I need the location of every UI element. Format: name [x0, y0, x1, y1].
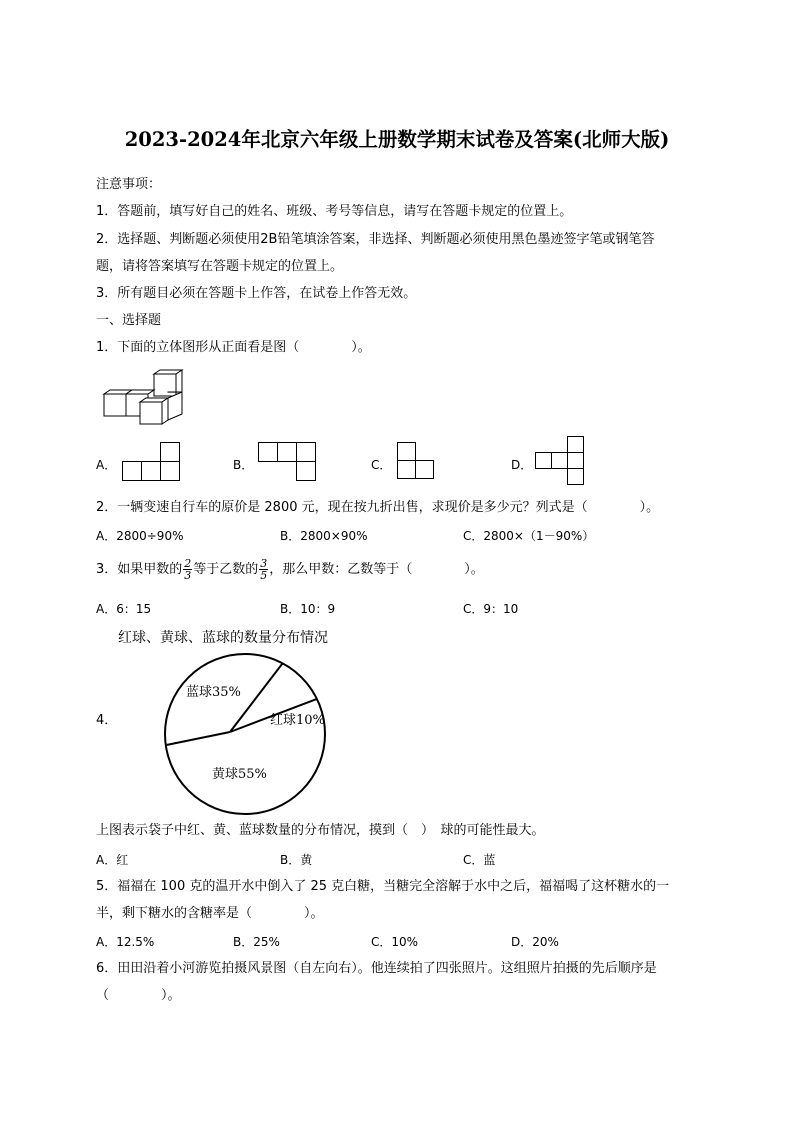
- q3-stem: [96, 556, 484, 584]
- q5-option-c: C．10%: [371, 935, 419, 949]
- q1-option-d-label: D．: [511, 458, 533, 472]
- q3-stem-part-c: ，那么甲数：乙数等于（ ）。: [269, 562, 484, 577]
- pie-slice-label: 蓝球35%: [186, 685, 241, 700]
- notice-item-2: 2．选择题、判断题必须使用2B铅笔填涂答案，非选择、判断题必须使用黑色墨迹签字笔或钢笔答: [96, 232, 655, 247]
- pie-chart: [150, 650, 340, 820]
- q6-line-2: （ ）。: [96, 988, 181, 1003]
- q3-option-b: B．10：9: [280, 602, 336, 616]
- q1-option-a-label: A．: [96, 458, 117, 472]
- q1-solid-figure: [100, 368, 200, 428]
- notice-item-1: 1．答题前，填写好自己的姓名、班级、考号等信息，请写在答题卡规定的位置上。: [96, 204, 573, 219]
- q2-option-b: B．2800×90%: [280, 529, 368, 543]
- q6-line-1: 6．田田沿着小河游览拍摄风景图（自左向右）。他连续拍了四张照片。这组照片拍摄的先后顺序是: [96, 961, 657, 976]
- q3-option-c: C．9：10: [463, 602, 519, 616]
- q5-line-2: 半，剩下糖水的含糖率是（ ）。: [96, 906, 324, 921]
- q1-option-c-label: C．: [371, 458, 392, 472]
- q4-option-a: A．红: [96, 853, 129, 867]
- q4-option-b: B．黄: [280, 853, 313, 867]
- q3-fraction-2: [259, 558, 268, 581]
- q1-option-a-figure: [122, 441, 182, 481]
- pie-slice-label: 黄球55%: [212, 767, 267, 782]
- q1-option-b-figure: [258, 441, 318, 481]
- q5-line-1: 5．福福在 100 克的温开水中倒入了 25 克白糖，当糖完全溶解于水中之后，福福喝了这杯糖水的一: [96, 879, 670, 894]
- q3-fraction-2-numerator: 3: [260, 557, 268, 570]
- q3-option-a: A．6：15: [96, 602, 152, 616]
- q2-option-a: A．2800÷90%: [96, 529, 184, 543]
- q2-option-c: C．2800×（1－90%）: [463, 529, 595, 543]
- q5-option-b: B．25%: [233, 935, 280, 949]
- q1-option-b-label: B．: [233, 458, 254, 472]
- pie-outline: [165, 654, 325, 814]
- q5-option-a: A．12.5%: [96, 935, 155, 949]
- q5-option-d: D．20%: [511, 935, 559, 949]
- q1-option-d-figure: [535, 435, 590, 490]
- q2-stem: 2．一辆变速自行车的原价是 2800 元，现在按九折出售，求现价是多少元？列式是（ ）。: [96, 500, 660, 515]
- section-heading: 一、选择题: [96, 313, 162, 328]
- pie-slice-label: 红球10%: [270, 713, 325, 728]
- notice-heading: 注意事项：: [96, 177, 162, 192]
- q3-fraction-1: [183, 558, 192, 581]
- q4-option-c: C．蓝: [463, 853, 496, 867]
- q4-stem: 上图表示袋子中红、黄、蓝球数量的分布情况，摸到（ ） 球的可能性最大。: [96, 823, 545, 838]
- q3-stem-part-b: 等于乙数的: [193, 562, 259, 577]
- q3-fraction-1-numerator: 2: [184, 557, 192, 570]
- document-title: 2023-2024年北京六年级上册数学期末试卷及答案(北师大版): [124, 128, 670, 151]
- q1-option-c-figure: [397, 441, 437, 481]
- notice-item-2-cont: 题，请将答案填写在答题卡规定的位置上。: [96, 259, 344, 274]
- q3-fraction-2-denominator: 5: [260, 569, 268, 582]
- chart-title: 红球、黄球、蓝球的数量分布情况: [118, 630, 328, 646]
- q1-stem: 1．下面的立体图形从正面看是图（ ）。: [96, 340, 371, 355]
- q3-fraction-1-denominator: 3: [184, 569, 192, 582]
- q3-stem-part-a: 3．如果甲数的: [96, 562, 183, 577]
- notice-item-3: 3．所有题目必须在答题卡上作答，在试卷上作答无效。: [96, 286, 417, 301]
- q4-number: 4．: [96, 713, 118, 728]
